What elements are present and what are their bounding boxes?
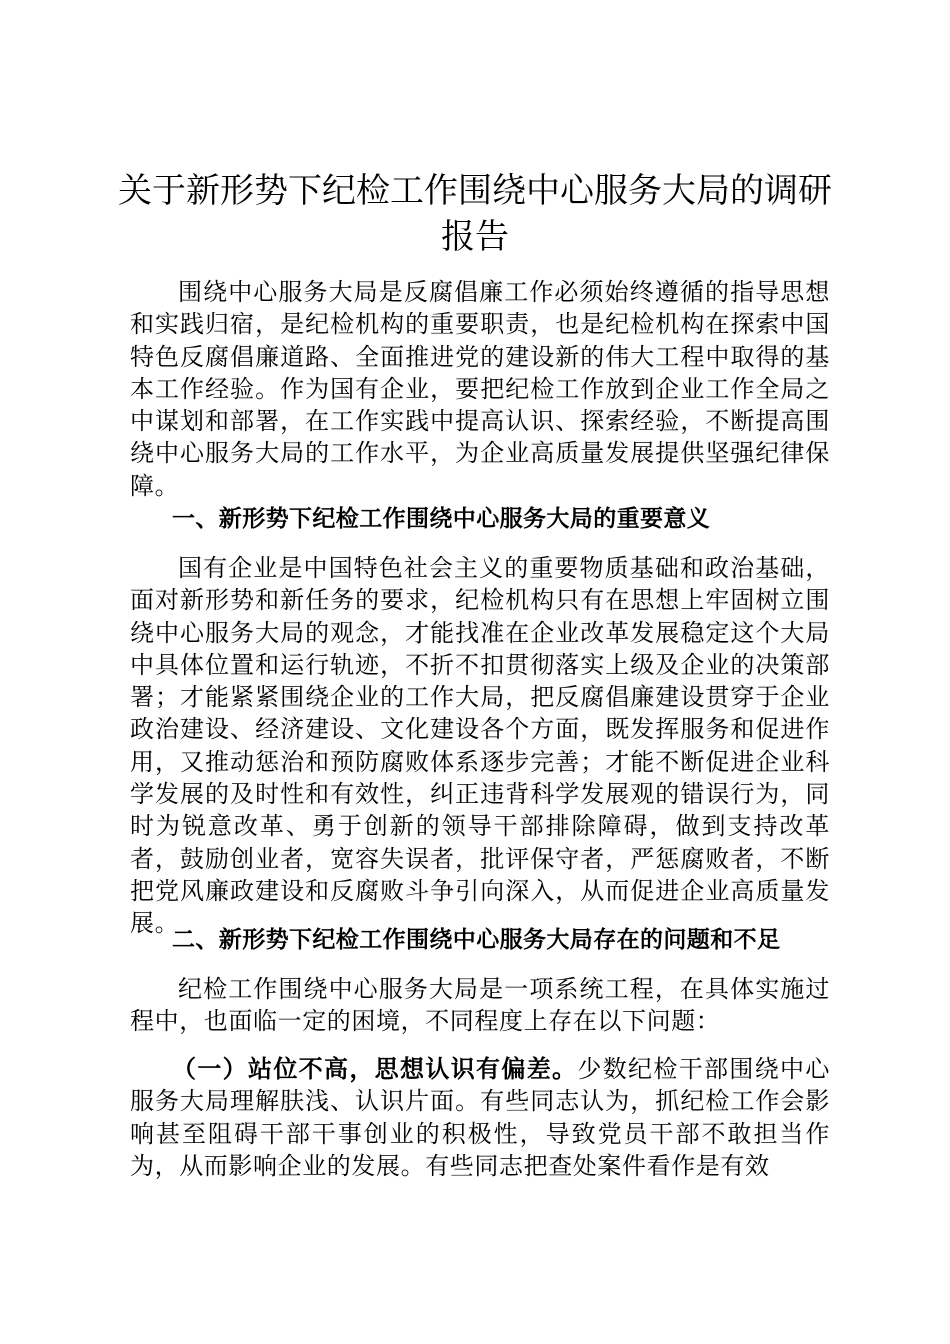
point-1-body: 少数纪检干部围绕中心服务大局理解肤浅、认识片面。有些同志认为，抓纪检工作会影响甚至阻碍干部干事创业的积极性，导致党员干部不敢担当作为，从而影响企业的发展。有些同志把查处案件看作是有效 xyxy=(130,1055,830,1180)
section-2-heading: 二、新形势下纪检工作围绕中心服务大局存在的问题和不足 xyxy=(172,926,781,953)
point-1-lead: （一）站位不高，思想认识有偏差。 xyxy=(172,1054,578,1083)
section-1-paragraph: 国有企业是中国特色社会主义的重要物质基础和政治基础，面对新形势和新任务的要求，纪检机构只有在思想上牢固树立围绕中心服务大局的观念，才能找准在企业改革发展稳定这个大局中具体位置和运行轨迹，不折不扣贯彻落实上级及企业的决策部署；才能紧紧围绕企业的工作大局，把反腐倡廉建设贯穿于企业政治建设、经济建设、文化建设各个方面，既发挥服务和促进作用，又推动惩治和预防腐败体系逐步完善；才能不断促进企业科学发展的及时性和有效性，纠正违背科学发展观的错误行为，同时为锐意改革、勇于创新的领导干部排除障碍，做到支持改革者，鼓励创业者，宽容失误者，批评保守者，严惩腐败者，不断把党风廉政建设和反腐败斗争引向深入，从而促进企业高质量发展。 xyxy=(130,554,830,938)
section-2-paragraph: 纪检工作围绕中心服务大局是一项系统工程，在具体实施过程中，也面临一定的困境，不同程度上存在以下问题： xyxy=(130,975,830,1036)
section-2-point-1 xyxy=(130,1053,830,1182)
document-title: 关于新形势下纪检工作围绕中心服务大局的调研报告 xyxy=(118,171,832,257)
section-1-heading: 一、新形势下纪检工作围绕中心服务大局的重要意义 xyxy=(172,505,711,532)
intro-paragraph: 围绕中心服务大局是反腐倡廉工作必须始终遵循的指导思想和实践归宿，是纪检机构的重要职责，也是纪检机构在探索中国特色反腐倡廉道路、全面推进党的建设新的伟大工程中取得的基本工作经验。作为国有企业，要把纪检工作放到企业工作全局之中谋划和部署，在工作实践中提高认识、探索经验，不断提高围绕中心服务大局的工作水平，为企业高质量发展提供坚强纪律保障。 xyxy=(130,278,830,500)
